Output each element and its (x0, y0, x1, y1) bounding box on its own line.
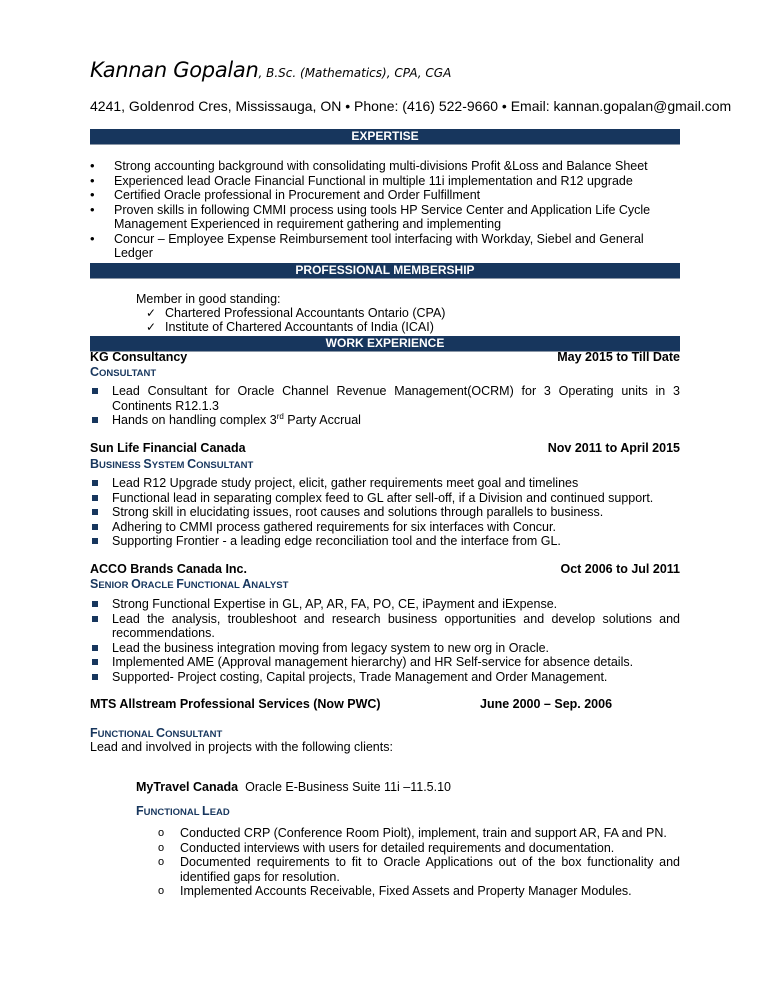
company-name: Sun Life Financial Canada (90, 441, 246, 455)
client-name: MyTravel Canada (136, 780, 239, 794)
duty-item: o Conducted interviews with users for detailed requirements and documentation. (136, 841, 680, 856)
company-name: ACCO Brands Canada Inc. (90, 562, 247, 576)
membership-intro: Member in good standing: (136, 292, 281, 306)
job-header-sunlife (90, 441, 680, 456)
job-title-kg: CONSULTANT (90, 365, 157, 379)
duty-item: Functional lead in separating complex feed to GL after sell-off, if a Division and continued support. (90, 491, 680, 506)
candidate-name: Kannan Gopalan (90, 58, 259, 82)
client-product: Oracle E-Business Suite 11i –11.5.10 (245, 780, 451, 794)
duty-item: Strong skill in elucidating issues, root causes and solutions through parallels to business. (90, 505, 680, 520)
job-header-mts (90, 697, 680, 712)
job-title-sunlife: BUSINESS SYSTEM CONSULTANT (90, 457, 254, 471)
job-header-acco (90, 562, 680, 577)
work-experience-heading: WORK EXPERIENCE (90, 336, 680, 352)
expertise-item: • Strong accounting background with consolidating multi-divisions Profit &Loss and Balance Sheet (90, 159, 680, 174)
duty-item: Lead R12 Upgrade study project, elicit, gather requirements meet goal and timelines (90, 476, 680, 491)
membership-item: ✓ Institute of Chartered Accountants of India (ICAI) (146, 320, 445, 334)
job-dates: May 2015 to Till Date (557, 350, 680, 364)
client-line (136, 780, 451, 794)
client-role: FUNCTIONAL LEAD (136, 804, 230, 818)
client-duties (136, 826, 680, 899)
contact-line: 4241, Goldenrod Cres, Mississauga, ON • Phone: (416) 522-9660 • Email: kannan.gopalan@gmail.com (90, 98, 732, 114)
expertise-item: • Certified Oracle professional in Procurement and Order Fulfillment (90, 188, 680, 203)
membership-item: ✓ Chartered Professional Accountants Ontario (CPA) (146, 306, 445, 320)
duty-item: Hands on handling complex 3rd Party Accrual (90, 413, 680, 428)
expertise-heading: EXPERTISE (90, 129, 680, 145)
duty-item: Lead Consultant for Oracle Channel Revenue Management(OCRM) for 3 Operating units in 3 Continents R12.1.3 (90, 384, 680, 413)
expertise-list (90, 159, 680, 261)
job-duties-sunlife (90, 476, 680, 549)
duty-item: Supported- Project costing, Capital projects, Trade Management and Order Management. (90, 670, 680, 685)
expertise-item: • Experienced lead Oracle Financial Functional in multiple 11i implementation and R12 upgrade (90, 174, 680, 189)
job-title-mts: FUNCTIONAL CONSULTANT (90, 726, 223, 740)
job-duties-kg (90, 384, 680, 428)
job-dates: June 2000 – Sep. 2006 (480, 697, 613, 711)
job-dates: Nov 2011 to April 2015 (547, 441, 680, 455)
duty-item: o Implemented Accounts Receivable, Fixed Assets and Property Manager Modules. (136, 884, 680, 899)
duty-item: Adhering to CMMI process gathered requirements for six interfaces with Concur. (90, 520, 680, 535)
company-name: MTS Allstream Professional Services (Now PWC) (90, 697, 381, 711)
job-dates: Oct 2006 to Jul 2011 (560, 562, 680, 576)
duty-item: Lead the business integration moving from legacy system to new org in Oracle. (90, 641, 680, 656)
duty-item: Lead the analysis, troubleshoot and research business opportunities and develop solutions and recommendations. (90, 612, 680, 641)
duty-item: Supporting Frontier - a leading edge reconciliation tool and the interface from GL. (90, 534, 680, 549)
membership-list (146, 306, 445, 334)
company-name: KG Consultancy (90, 350, 188, 364)
mts-intro: Lead and involved in projects with the following clients: (90, 740, 393, 754)
duty-item: Strong Functional Expertise in GL, AP, AR, FA, PO, CE, iPayment and iExpense. (90, 597, 680, 612)
job-header-kg (90, 350, 680, 365)
expertise-item: • Proven skills in following CMMI process using tools HP Service Center and Application Life Cycle Management Experienced in requirement gathering and implementing (90, 203, 680, 232)
duty-item: Implemented AME (Approval management hierarchy) and HR Self-service for absence details. (90, 655, 680, 670)
candidate-credentials: , B.Sc. (Mathematics), CPA, CGA (258, 66, 452, 80)
duty-item: o Conducted CRP (Conference Room Piolt), implement, train and support AR, FA and PN. (136, 826, 680, 841)
membership-heading: PROFESSIONAL MEMBERSHIP (90, 263, 680, 279)
duty-item: o Documented requirements to fit to Oracle Applications out of the box functionality and identified gaps for resolution. (136, 855, 680, 884)
job-duties-acco (90, 597, 680, 684)
expertise-item: • Concur – Employee Expense Reimbursement tool interfacing with Workday, Siebel and General Ledger (90, 232, 680, 261)
name-line (90, 58, 451, 82)
job-title-acco: SENIOR ORACLE FUNCTIONAL ANALYST (90, 577, 289, 591)
